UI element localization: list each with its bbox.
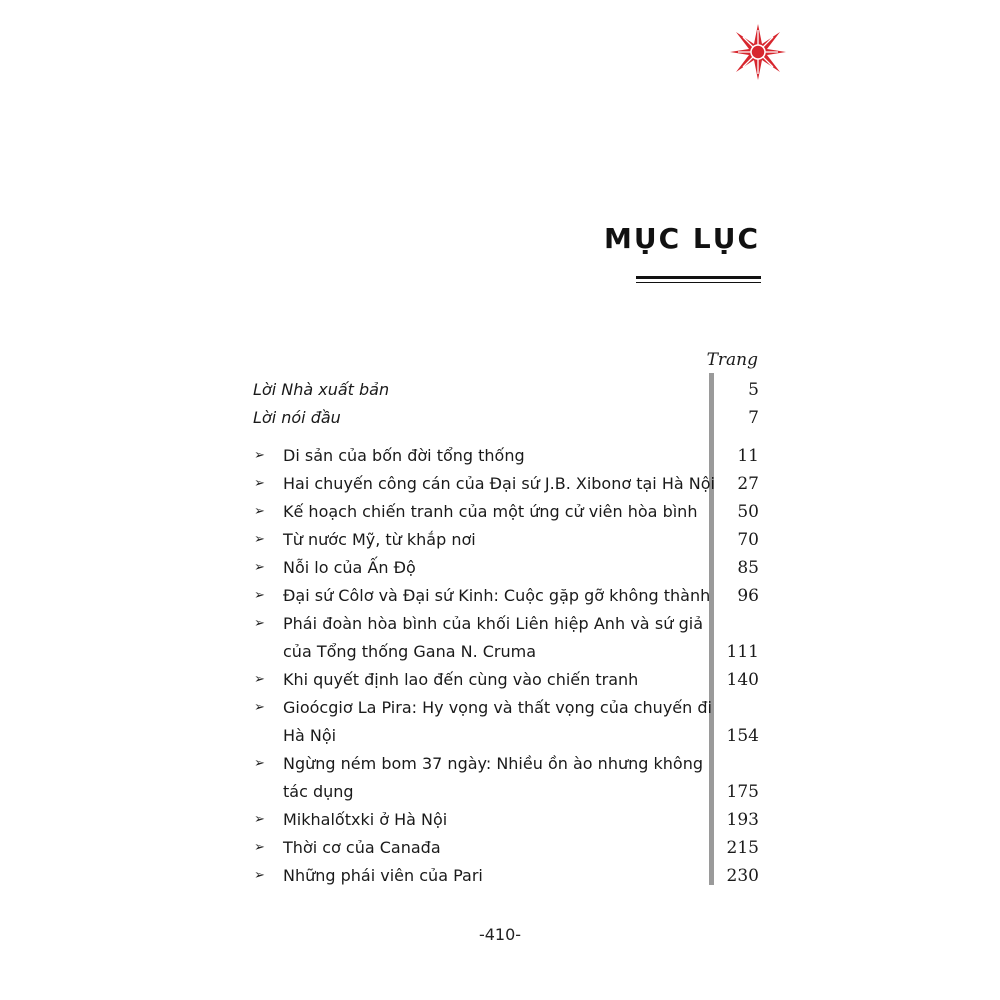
page-column-label: Trang [706, 350, 758, 370]
toc-entry[interactable] [0, 610, 1000, 638]
toc-entry-page: 50 [737, 502, 759, 522]
toc-entry-page: 140 [726, 670, 759, 690]
arrow-bullet-icon: ➢ [254, 840, 265, 855]
arrow-bullet-icon: ➢ [254, 476, 265, 491]
toc-entry-label: Ngừng ném bom 37 ngày: Nhiều ồn ào nhưng không [283, 754, 703, 773]
toc-entry-label: Nỗi lo của Ấn Độ [283, 558, 416, 577]
arrow-bullet-icon: ➢ [254, 700, 265, 715]
arrow-bullet-icon: ➢ [254, 504, 265, 519]
arrow-bullet-icon: ➢ [254, 588, 265, 603]
toc-entry-page: 175 [726, 782, 759, 802]
arrow-bullet-icon: ➢ [254, 560, 265, 575]
toc-entry[interactable] [0, 526, 1000, 554]
toc-entry-page: 193 [726, 810, 759, 830]
page-number: -410- [478, 925, 522, 944]
arrow-bullet-icon: ➢ [254, 756, 265, 771]
toc-entry[interactable] [0, 498, 1000, 526]
toc-entry-page: 11 [737, 446, 759, 466]
toc-entry-page: 215 [726, 838, 759, 858]
toc-entry-label: của Tổng thống Gana N. Cruma [283, 642, 537, 661]
toc-entry[interactable] [0, 554, 1000, 582]
toc-entry[interactable] [0, 694, 1000, 722]
toc-entry-continuation[interactable] [0, 778, 1000, 806]
toc-entry-label: Hà Nội [283, 726, 337, 745]
toc-entry[interactable] [0, 666, 1000, 694]
toc-entry-page: 154 [726, 726, 759, 746]
arrow-bullet-icon: ➢ [254, 812, 265, 827]
toc-entry[interactable] [0, 470, 1000, 498]
toc-entry-label: tác dụng [283, 782, 354, 801]
toc-entry-page: 96 [737, 586, 759, 606]
toc-entry-label: Từ nước Mỹ, từ khắp nơi [283, 530, 476, 549]
toc-entry-label: Kế hoạch chiến tranh của một ứng cử viên hòa bình [283, 502, 698, 521]
arrow-bullet-icon: ➢ [254, 672, 265, 687]
toc-entry[interactable] [0, 404, 1000, 432]
toc-entry[interactable] [0, 834, 1000, 862]
toc-entry-label: Lời nói đầu [253, 408, 341, 427]
page-title: MỤC LỤC [603, 222, 760, 255]
toc-entry[interactable] [0, 442, 1000, 470]
toc-entry[interactable] [0, 750, 1000, 778]
toc-entry-label: Phái đoàn hòa bình của khối Liên hiệp Anh và sứ giả [283, 614, 703, 633]
toc-entry[interactable] [0, 582, 1000, 610]
arrow-bullet-icon: ➢ [254, 616, 265, 631]
toc-entry-label: Những phái viên của Pari [283, 866, 483, 885]
toc-entry-label: Mikhalốtxki ở Hà Nội [283, 810, 448, 829]
toc-entry[interactable] [0, 806, 1000, 834]
arrow-bullet-icon: ➢ [254, 448, 265, 463]
arrow-bullet-icon: ➢ [254, 532, 265, 547]
toc-entry-page: 85 [737, 558, 759, 578]
toc-entry-page: 111 [726, 642, 759, 662]
toc-entry[interactable] [0, 376, 1000, 404]
arrow-bullet-icon: ➢ [254, 868, 265, 883]
toc-entry-page: 7 [748, 408, 759, 428]
toc-entry-continuation[interactable] [0, 638, 1000, 666]
toc-entry-label: Khi quyết định lao đến cùng vào chiến tranh [283, 670, 639, 689]
toc-entry-label: Lời Nhà xuất bản [253, 380, 390, 399]
toc-entry-label: Gioócgiơ La Pira: Hy vọng và thất vọng của chuyến đi [283, 698, 712, 717]
toc-entry-label: Hai chuyến công cán của Đại sứ J.B. Xibonơ tại Hà Nội [283, 474, 715, 493]
toc-entry-label: Thời cơ của Canađa [283, 838, 441, 857]
toc-entry-continuation[interactable] [0, 722, 1000, 750]
toc-entry-page: 27 [737, 474, 759, 494]
toc-entry-page: 230 [726, 866, 759, 886]
toc-entry-page: 70 [737, 530, 759, 550]
toc-entry[interactable] [0, 862, 1000, 890]
toc-entry-page: 5 [748, 380, 759, 400]
toc-entry-label: Đại sứ Côlơ và Đại sứ Kinh: Cuộc gặp gỡ không thành [283, 586, 711, 605]
toc-entry-label: Di sản của bốn đời tổng thống [283, 446, 525, 465]
